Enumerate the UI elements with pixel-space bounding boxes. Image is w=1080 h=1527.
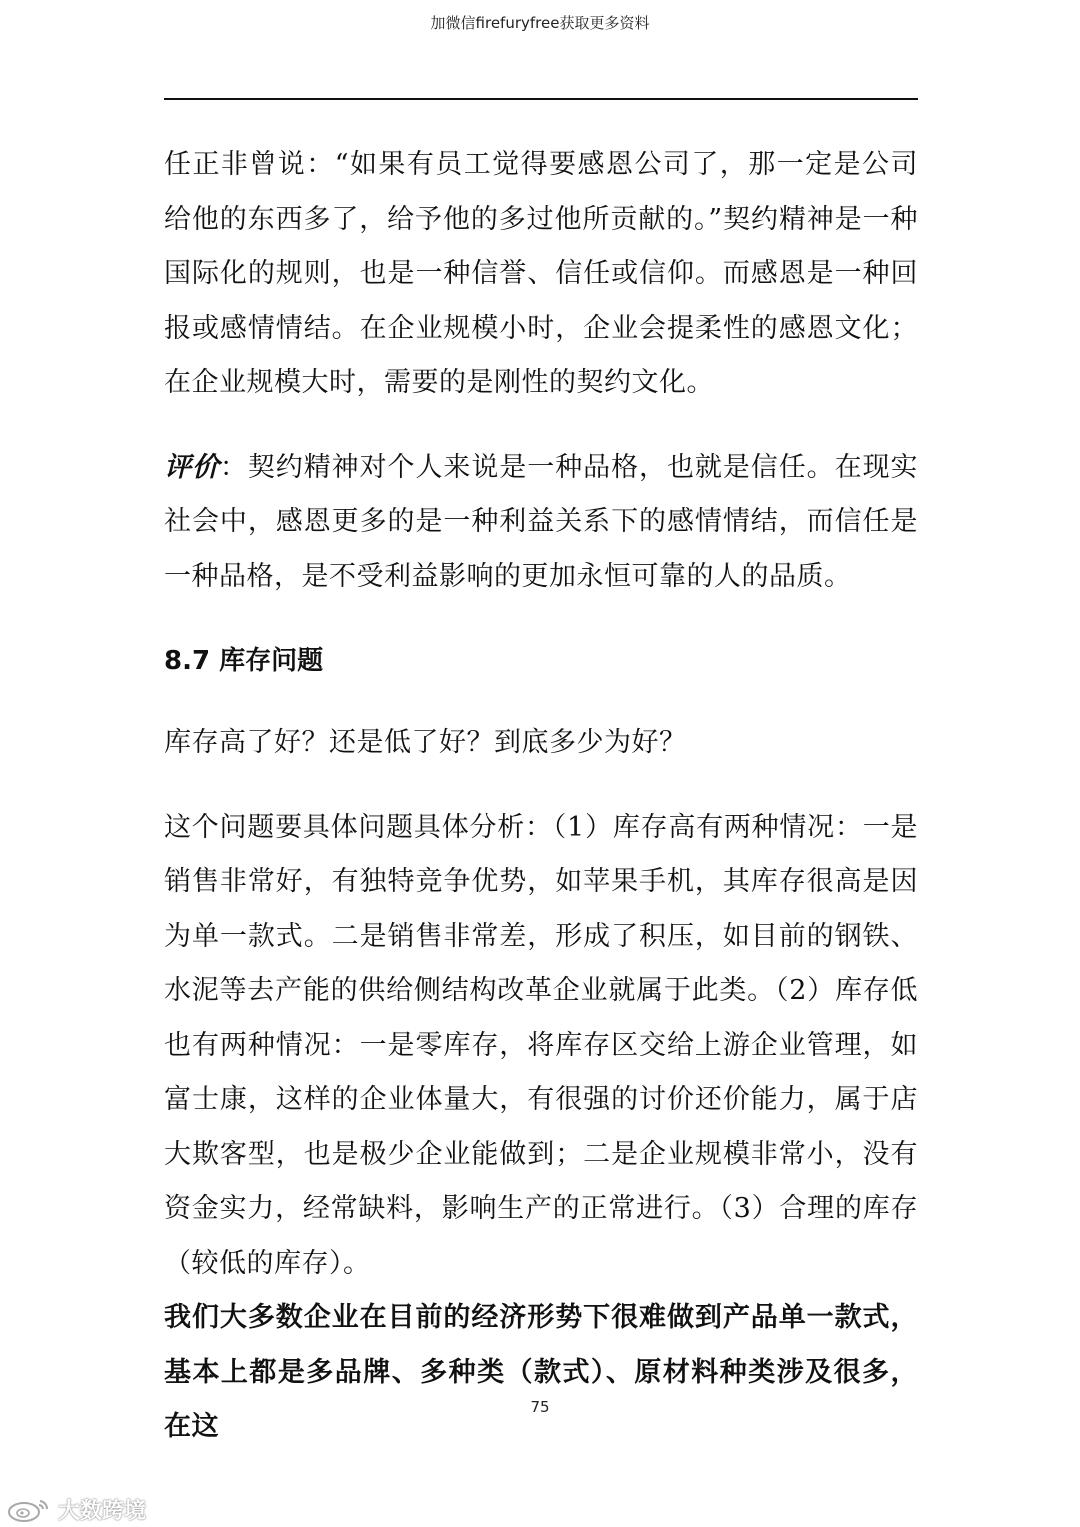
paragraph-analysis: 这个问题要具体问题具体分析：（1）库存高有两种情况：一是销售非常好，有独特竞争优势，如苹果手机，其库存很高是因为单一款式。二是销售非常差，形成了积压，如目前的钢铁、水泥等去产能的供给侧结构改革企业就属于此类。（2）库存低也有两种情况：一是零库存，将库存区交给上游企业管理，如富士康，这样的企业体量大，有很强的讨价还价能力，属于店大欺客型，也是极少企业能做到；二是企业规模非常小，没有资金实力，经常缺料，影响生产的正常进行。（3）合理的库存（较低的库存）。 bbox=[164, 811, 918, 1279]
watermark bbox=[6, 1494, 146, 1525]
evaluation-text: ：契约精神对个人来说是一种品格，也就是信任。在现实社会中，感恩更多的是一种利益关系下的感情情结，而信任是一种品格，是不受利益影响的更加永恒可靠的人的品质。 bbox=[164, 451, 919, 592]
section-heading: 8.7 库存问题 bbox=[164, 646, 324, 676]
paragraph-ren-zhengfei-quote: 任正非曾说：“如果有员工觉得要感恩公司了，那一定是公司给他的东西多了，给予他的多过他所贡献的。”契约精神是一种国际化的规则，也是一种信誉、信任或信仰。而感恩是一种回报或感情情结。在企业规模小时，企业会提柔性的感恩文化；在企业规模大时，需要的是刚性的契约文化。 bbox=[164, 149, 918, 398]
paragraph-evaluation bbox=[164, 441, 918, 605]
page-number: 75 bbox=[530, 1398, 550, 1416]
watermark-text: 大数跨境 bbox=[58, 1499, 147, 1524]
page-content bbox=[164, 138, 918, 1455]
paragraph-question: 库存高了好？还是低了好？到底多少为好？ bbox=[164, 727, 687, 758]
weibo-logo-icon bbox=[6, 1497, 52, 1523]
page-header: 加微信firefuryfree获取更多资料 bbox=[430, 14, 650, 32]
header-divider bbox=[164, 98, 918, 100]
paragraph-bold-conclusion: 我们大多数企业在目前的经济形势下很难做到产品单一款式，基本上都是多品牌、多种类（款式）、原材料种类涉及很多，在这 bbox=[164, 1302, 918, 1442]
evaluation-label: 评价 bbox=[164, 451, 220, 483]
